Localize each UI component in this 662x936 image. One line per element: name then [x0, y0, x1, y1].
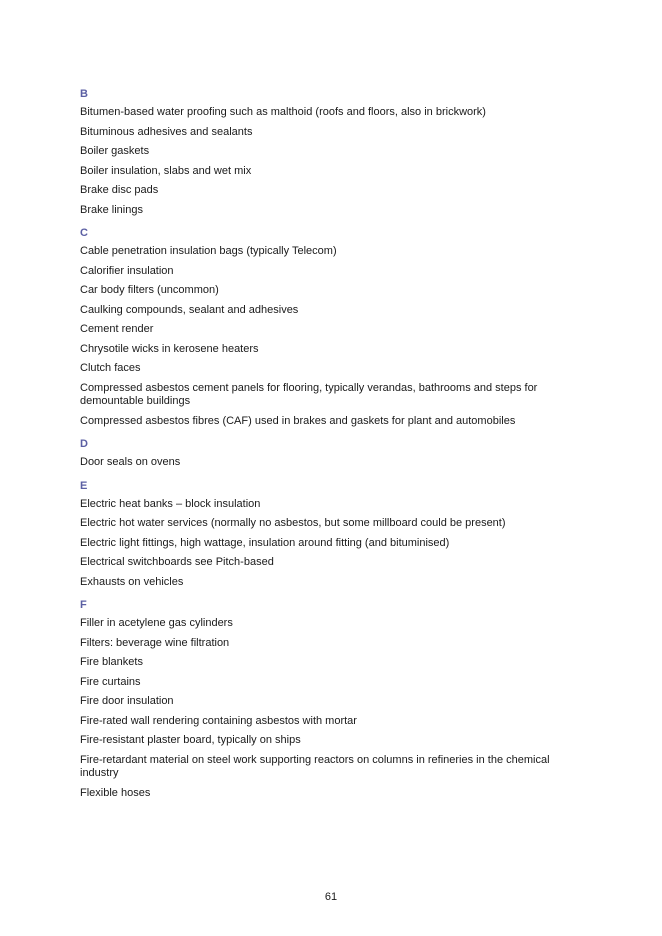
- list-item: Compressed asbestos fibres (CAF) used in brakes and gaskets for plant and automobiles: [80, 414, 516, 427]
- section-b: [80, 86, 580, 217]
- list-item: Calorifier insulation: [80, 264, 174, 277]
- list-item: Filters: beverage wine filtration: [80, 636, 230, 649]
- list-item: Fire-rated wall rendering containing asbestos with mortar: [80, 714, 357, 727]
- section-letter: E: [80, 479, 88, 492]
- list-item: Clutch faces: [80, 362, 141, 374]
- list-item: Caulking compounds, sealant and adhesives: [80, 303, 299, 316]
- section-letter: D: [80, 438, 88, 450]
- section-e: [80, 478, 580, 590]
- list-item: Boiler gaskets: [80, 145, 150, 157]
- section-letter: F: [80, 599, 87, 611]
- list-item: Bituminous adhesives and sealants: [80, 125, 253, 138]
- list-item: Compressed asbestos cement panels for flooring, typically verandas, bathrooms and steps for demountable buildings: [80, 381, 538, 407]
- list-item: Chrysotile wicks in kerosene heaters: [80, 342, 259, 355]
- list-item: Boiler insulation, slabs and wet mix: [80, 164, 252, 177]
- list-item: Brake disc pads: [80, 184, 159, 196]
- list-item: Fire door insulation: [80, 695, 174, 707]
- list-item: Cement render: [80, 323, 154, 335]
- list-item: Car body filters (uncommon): [80, 284, 219, 296]
- section-f: [80, 597, 580, 800]
- list-item: Fire curtains: [80, 675, 141, 688]
- page-number: 61: [324, 891, 338, 903]
- list-item: Exhausts on vehicles: [80, 575, 184, 588]
- section-letter: B: [80, 88, 88, 100]
- list-item: Brake linings: [80, 203, 143, 216]
- list-item: Flexible hoses: [80, 786, 151, 799]
- list-item: Electrical switchboards see Pitch-based: [80, 556, 274, 568]
- section-letter: C: [80, 227, 88, 239]
- list-item: Fire blankets: [80, 656, 143, 668]
- section-d: [80, 436, 580, 470]
- list-item: Filler in acetylene gas cylinders: [80, 617, 233, 629]
- asbestos-product-list: [80, 86, 580, 806]
- list-item: Electric hot water services (normally no asbestos, but some millboard could be present): [80, 517, 506, 529]
- list-item: Bitumen-based water proofing such as malthoid (roofs and floors, also in brickwork): [80, 106, 486, 118]
- list-item: Door seals on ovens: [80, 456, 181, 468]
- list-item: Electric light fittings, high wattage, insulation around fitting (and bituminised): [80, 536, 450, 549]
- list-item: Fire-retardant material on steel work supporting reactors on columns in refineries in the chemical industry: [80, 753, 550, 779]
- list-item: Cable penetration insulation bags (typically Telecom): [80, 245, 337, 257]
- list-item: Fire-resistant plaster board, typically on ships: [80, 734, 301, 746]
- list-item: Electric heat banks – block insulation: [80, 497, 261, 510]
- section-c: [80, 225, 580, 428]
